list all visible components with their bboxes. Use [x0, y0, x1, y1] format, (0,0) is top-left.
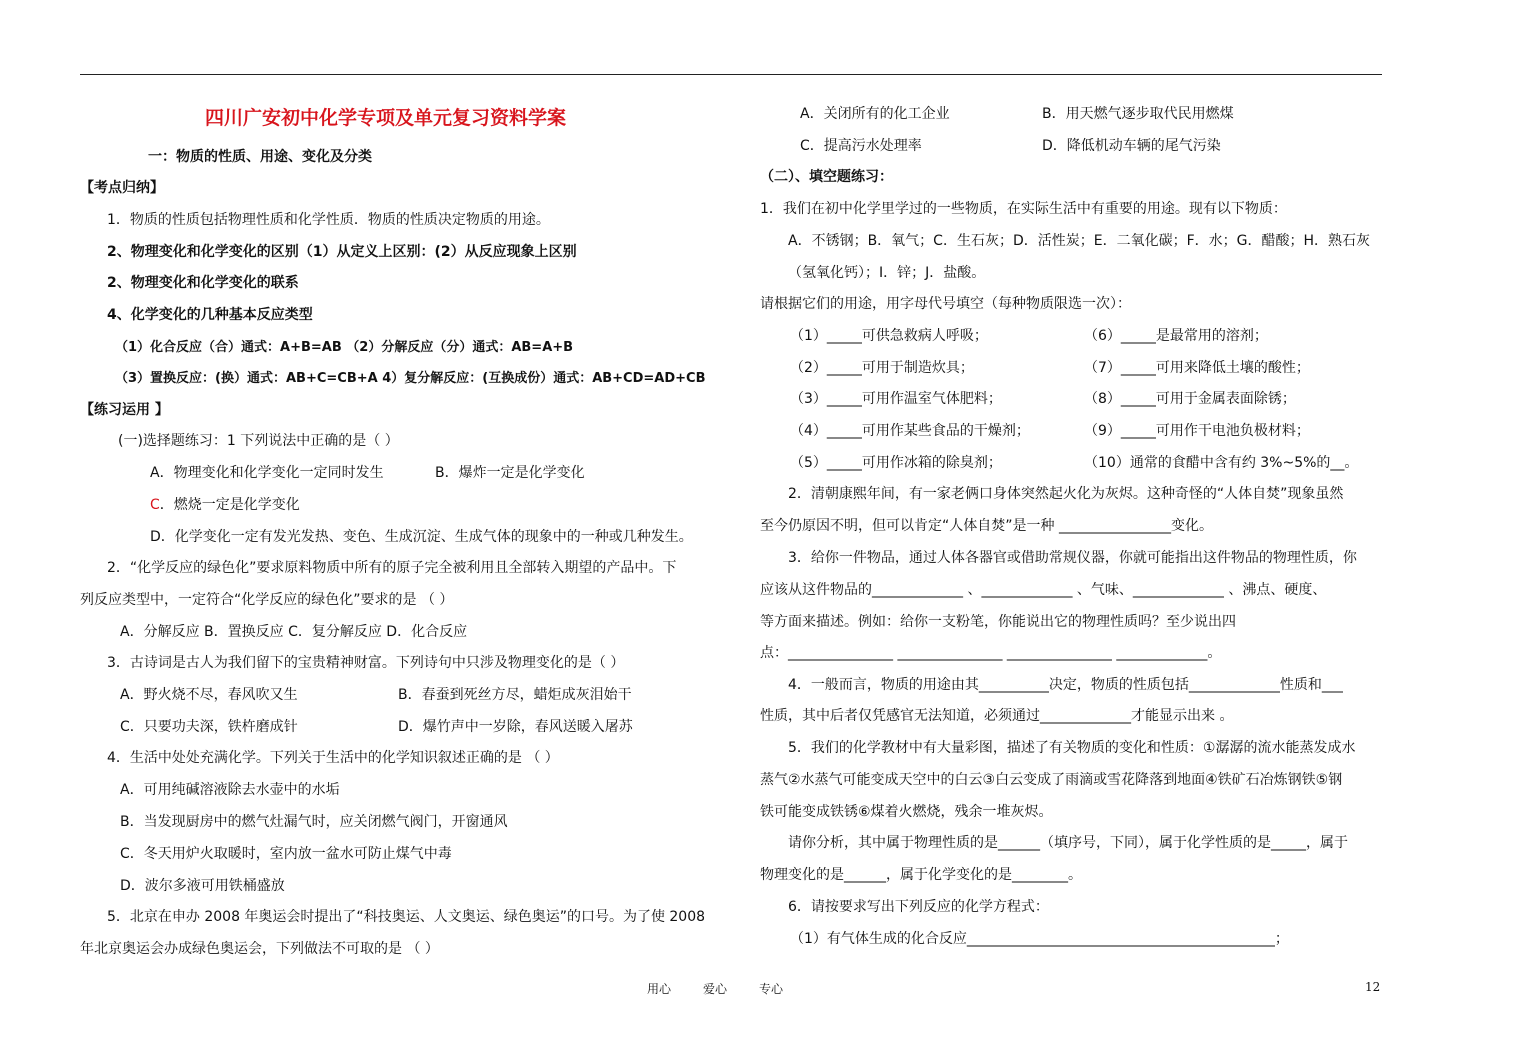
- point-2: 2、物理变化和化学变化的区别（1）从定义上区别：(2）从反应现象上区别: [107, 244, 577, 260]
- question-3-option-a: A．野火烧不尽，春风吹又生: [120, 687, 298, 703]
- blank-10: （10）通常的食醋中含有约 3%~5%的__。: [1084, 455, 1359, 471]
- footer-yongxin: 用心: [647, 982, 672, 996]
- blank-8: （8）_____可用于金属表面除锈；: [1084, 391, 1296, 407]
- fill-heading: （二）、填空题练习：: [760, 169, 893, 185]
- question-5-option-b: B．用天燃气逐步取代民用燃煤: [1042, 106, 1234, 122]
- question-1-option-a: A．物理变化和化学变化一定同时发生: [150, 465, 384, 481]
- question-1-option-d: D．化学变化一定有发光发热、变色、生成沉淀、生成气体的现象中的一种或几种发生。: [150, 529, 693, 545]
- fill-5: 5．我们的化学教材中有大量彩图，描述了有关物质的变化和性质：①潺潺的流水能蒸发成水: [788, 740, 1356, 756]
- fill-1-list: A．不锈钢；B．氧气；C．生石灰；D．活性炭；E．二氧化碳；F．水；G．醋酸；H．熟石灰: [788, 233, 1371, 249]
- practice-heading: 【练习运用 】: [80, 402, 169, 418]
- question-5-cont: 年北京奥运会办成绿色奥运会，下列做法不可取的是 （ ）: [80, 941, 439, 957]
- fill-2: 2．清朝康熙年间，有一家老俩口身体突然起火化为灰烬。这种奇怪的“人体自焚”现象虽然: [788, 486, 1344, 502]
- fill-1-list-cont: （氢氧化钙）；I．锌；J．盐酸。: [788, 265, 986, 281]
- fill-4: 4．一般而言，物质的用途由其__________决定，物质的性质包括_____________性质和___: [788, 677, 1343, 693]
- fill-6-a: （1）有气体生成的化合反应____________________________________________；: [790, 931, 1289, 947]
- fill-5-cont: 蒸气②水蒸气可能变成天空中的白云③白云变成了雨滴或雪花降落到地面④铁矿石冶炼钢铁⑤钢: [760, 772, 1343, 788]
- blank-4: （4）_____可用作某些食品的干燥剂；: [790, 423, 1030, 439]
- section-heading: 一：物质的性质、用途、变化及分类: [148, 149, 372, 165]
- header-rule: [80, 74, 1382, 75]
- reaction-types-2: （3）置换反应：(换）通式：AB+C=CB+A 4）复分解反应：(互换成份）通式：AB+CD=AD+CB: [115, 371, 706, 386]
- point-1: 1．物质的性质包括物理性质和化学性质．物质的性质决定物质的用途。: [107, 212, 550, 228]
- question-5-option-d: D．降低机动车辆的尾气污染: [1042, 138, 1221, 154]
- question-5-option-c: C．提高污水处理率: [800, 138, 922, 154]
- question-1-option-c: [150, 496, 300, 514]
- footer-zhuanxin: 专心: [759, 982, 784, 996]
- question-3-option-d: D．爆竹声中一岁除，春风送暖入屠苏: [398, 719, 633, 735]
- question-4-option-a: A．可用纯碱溶液除去水壶中的水垢: [120, 782, 340, 798]
- blank-1: （1）_____可供急救病人呼吸；: [790, 328, 988, 344]
- fill-6: 6．请按要求写出下列反应的化学方程式：: [788, 899, 1049, 915]
- fill-4-cont: 性质，其中后者仅凭感官无法知道，必须通过_____________才能显示出来 。: [760, 708, 1234, 724]
- question-4-option-d: D．波尔多液可用铁桶盛放: [120, 878, 285, 894]
- fill-3-cont-3: 点：_______________ _______________ _______________ _____________。: [760, 645, 1222, 661]
- page-number: 12: [1365, 980, 1381, 994]
- question-3-option-b: B．春蚕到死丝方尽，蜡炬成灰泪始干: [398, 687, 632, 703]
- fill-5-cont-2: 铁可能变成铁锈⑥煤着火燃烧，残余一堆灰烬。: [760, 804, 1053, 820]
- question-2: 2．“化学反应的绿色化”要求原料物质中所有的原子完全被利用且全部转入期望的产品中。下: [107, 560, 677, 576]
- option-c-letter: C: [150, 497, 160, 513]
- question-3-option-c: C．只要功夫深，铁杵磨成针: [120, 719, 298, 735]
- question-4-option-c: C．冬天用炉火取暖时，室内放一盆水可防止煤气中毒: [120, 846, 452, 862]
- fill-2-cont: 至今仍原因不明，但可以肯定“人体自焚”是一种 ________________变化。: [760, 518, 1213, 534]
- fill-3-cont: 应该从这件物品的_____________ 、_____________ 、气味、_____________ 、沸点、硬度、: [760, 582, 1327, 598]
- fill-3: 3．给你一件物品，通过人体各器官或借助常规仪器，你就可能指出这件物品的物理性质，你: [788, 550, 1357, 566]
- blank-7: （7）_____可用来降低土壤的酸性；: [1084, 360, 1310, 376]
- point-4: 4、化学变化的几种基本反应类型: [107, 307, 313, 323]
- question-4: 4．生活中处处充满化学。下列关于生活中的化学知识叙述正确的是 （ ）: [107, 750, 559, 766]
- question-4-option-b: B．当发现厨房中的燃气灶漏气时，应关闭燃气阀门，开窗通风: [120, 814, 508, 830]
- question-2-cont: 列反应类型中，一定符合“化学反应的绿色化”要求的是 （ ）: [80, 592, 454, 608]
- blank-2: （2）_____可用于制造炊具；: [790, 360, 974, 376]
- fill-5-ask-cont: 物理变化的是______，属于化学变化的是________。: [760, 867, 1082, 883]
- footer-aixin: 爱心: [703, 982, 728, 996]
- question-3: 3．古诗词是古人为我们留下的宝贵精神财富。下列诗句中只涉及物理变化的是（ ）: [107, 655, 625, 671]
- blank-5: （5）_____可用作冰箱的除臭剂；: [790, 455, 1002, 471]
- option-c-text: ．燃烧一定是化学变化: [159, 497, 300, 513]
- fill-1-ask: 请根据它们的用途，用字母代号填空（每种物质限选一次）：: [760, 296, 1131, 312]
- fill-1: 1．我们在初中化学里学过的一些物质，在实际生活中有重要的用途。现有以下物质：: [760, 201, 1287, 217]
- reaction-types-1: （1）化合反应（合）通式：A+B=AB （2）分解反应（分）通式：AB=A+B: [115, 340, 574, 355]
- question-1: (一)选择题练习：1 下列说法中正确的是（ ）: [118, 433, 399, 449]
- blank-3: （3）_____可用作温室气体肥料；: [790, 391, 1002, 407]
- kaodian-heading: 【考点归纳】: [80, 180, 164, 196]
- blank-6: （6）_____是最常用的溶剂；: [1084, 328, 1268, 344]
- point-3: 2、物理变化和化学变化的联系: [107, 275, 299, 291]
- question-2-options: A．分解反应 B．置换反应 C．复分解反应 D．化合反应: [120, 624, 468, 640]
- fill-5-ask: 请你分析，其中属于物理性质的是______（填序号，下同），属于化学性质的是_____，属于: [788, 835, 1348, 851]
- blank-9: （9）_____可用作干电池负极材料；: [1084, 423, 1310, 439]
- page-title: 四川广安初中化学专项及单元复习资料学案: [205, 107, 567, 129]
- question-5: 5．北京在申办 2008 年奥运会时提出了“科技奥运、人文奥运、绿色奥运”的口号。为了使 2008: [107, 909, 706, 925]
- fill-3-cont-2: 等方面来描述。例如：给你一支粉笔，你能说出它的物理性质吗？至少说出四: [760, 614, 1236, 630]
- question-1-option-b: B．爆炸一定是化学变化: [435, 465, 585, 481]
- question-5-option-a: A．关闭所有的化工企业: [800, 106, 950, 122]
